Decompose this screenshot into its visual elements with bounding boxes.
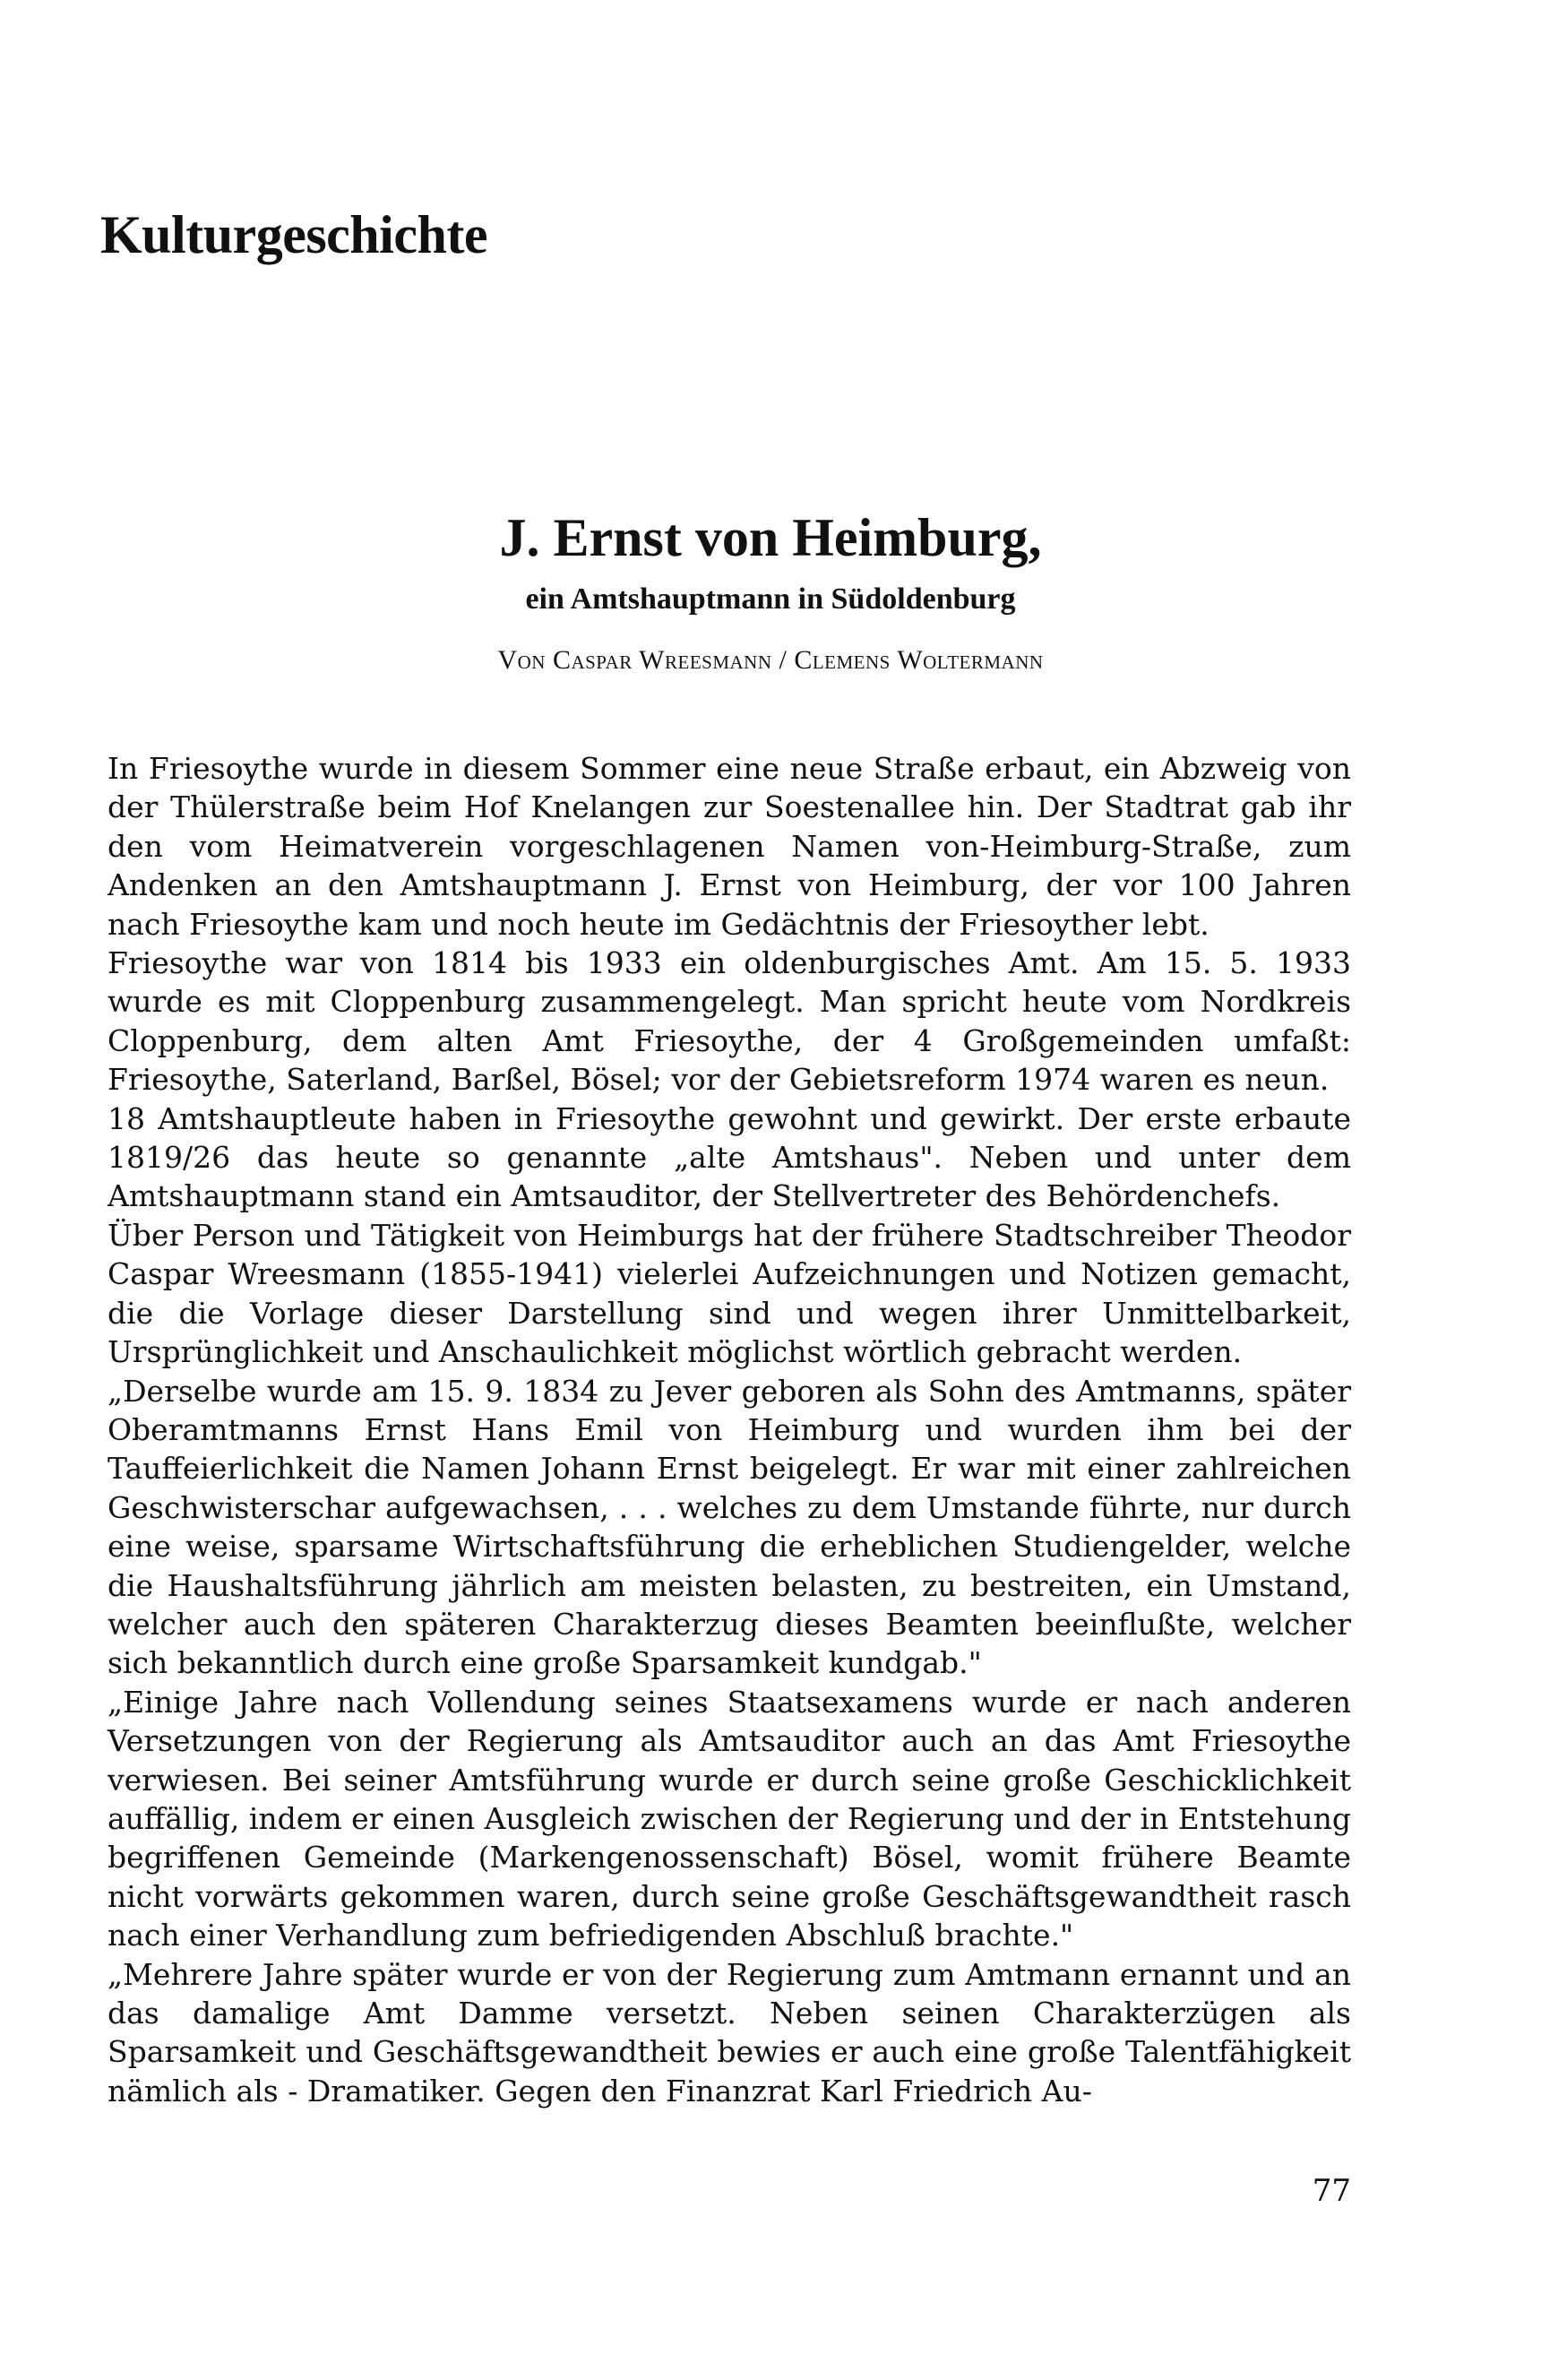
body-paragraph: „Mehrere Jahre später wurde er von der Regierung zum Amtmann ernannt und an das damalige Amt Damme versetzt. Neben seinen Charakterzügen als Sparsamkeit und Geschäftsgewandtheit bewies er auch eine große Talentfähigkeit nämlich als - Dramatiker. Gegen den Finanzrat Karl Friedrich Au- — [108, 1956, 1351, 2108]
article-authors: Von Caspar Wreesmann / Clemens Woltermann — [497, 645, 1044, 675]
body-paragraph: „Einige Jahre nach Vollendung seines Staatsexamens wurde er nach anderen Versetzungen von der Regierung als Amtsauditor auch an das Amt Friesoythe verwiesen. Bei seiner Amtsführung wurde er durch seine große Geschicklichkeit auffällig, indem er einen Ausgleich zwischen der Regierung und der in Entstehung begriffenen Gemeinde (Markengenossenschaft) Bösel, womit frühere Beamte nicht vorwärts gekommen waren, durch seine große Geschäftsgewandtheit rasch nach einer Verhandlung zum befriedigenden Abschluß brachte." — [108, 1684, 1351, 1953]
body-paragraph: Über Person und Tätigkeit von Heimburgs hat der frühere Stadtschreiber Theodor Caspar Wreesmann (1855-1941) vielerlei Aufzeichnungen und Notizen gemacht, die die Vorlage dieser Darstellung sind und wegen ihrer Unmittelbarkeit, Ursprünglichkeit und Anschaulichkeit möglichst wörtlich gebracht werden. — [108, 1217, 1351, 1370]
body-paragraph: 18 Amtshauptleute haben in Friesoythe gewohnt und gewirkt. Der erste erbaute 1819/26 das heute so genannte „alte Amtshaus". Neben und unter dem Amtshauptmann stand ein Amtsauditor, der Stellvertreter des Behördenchefs. — [108, 1100, 1351, 1214]
page-number: 77 — [1312, 2173, 1351, 2209]
body-paragraph: „Derselbe wurde am 15. 9. 1834 zu Jever geboren als Sohn des Amtmanns, später Oberamtmanns Ernst Hans Emil von Heimburg und wurden ihm bei der Tauffeierlichkeit die Namen Johann Ernst beigelegt. Er war mit einer zahlreichen Geschwisterschar aufgewachsen, . . . welches zu dem Umstande führte, nur durch eine weise, sparsame Wirtschaftsführung die erheblichen Studiengelder, welche die Haushaltsführung jährlich am meisten belasten, zu bestreiten, ein Umstand, welcher auch den späteren Charakterzug dieses Beamten beeinflußte, welcher sich bekanntlich durch eine große Sparsamkeit kundgab." — [108, 1373, 1351, 1681]
article-subtitle: ein Amtshauptmann in Südoldenburg — [525, 582, 1016, 616]
body-paragraph: Friesoythe war von 1814 bis 1933 ein oldenburgisches Amt. Am 15. 5. 1933 wurde es mit Cloppenburg zusammengelegt. Man spricht heute vom Nordkreis Cloppenburg, dem alten Amt Friesoythe, der 4 Großgemeinden umfaßt: Friesoythe, Saterland, Barßel, Bösel; vor der Gebietsreform 1974 waren es neun. — [108, 945, 1351, 1098]
body-paragraph: In Friesoythe wurde in diesem Sommer eine neue Straße erbaut, ein Abzweig von der Thülerstraße beim Hof Knelangen zur Soestenallee hin. Der Stadtrat gab ihr den vom Heimatverein vorgeschlagenen Namen von-Heimburg-Straße, zum Andenken an den Amtshauptmann J. Ernst von Heimburg, der vor 100 Jahren nach Friesoythe kam und noch heute im Gedächtnis der Friesoyther lebt. — [108, 751, 1351, 942]
article-body — [108, 749, 1351, 2110]
article-title: J. Ernst von Heimburg, — [499, 508, 1042, 567]
section-heading: Kulturgeschichte — [100, 205, 487, 264]
